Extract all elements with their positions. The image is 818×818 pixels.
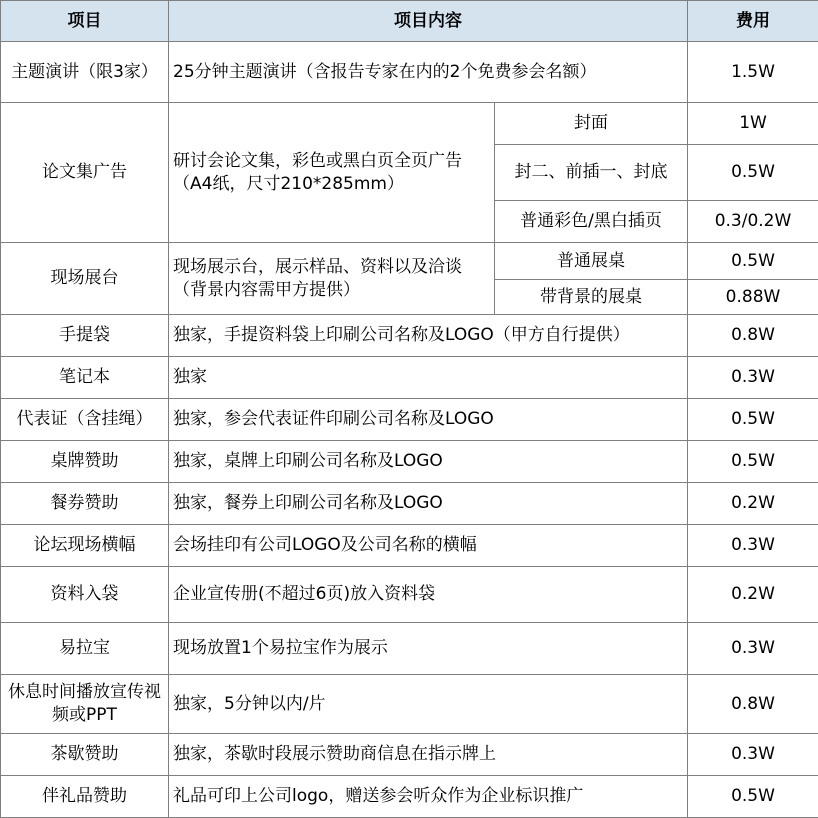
content-cell: 现场放置1个易拉宝作为展示 [169, 623, 688, 675]
item-cell: 餐券赞助 [1, 483, 169, 525]
fee-cell: 0.3W [688, 734, 818, 776]
content-cell: 礼品可印上公司logo，赠送参会听众作为企业标识推广 [169, 776, 688, 818]
item-cell: 易拉宝 [1, 623, 169, 675]
sub-option-cell: 普通彩色/黑白插页 [495, 201, 688, 243]
item-cell: 桌牌赞助 [1, 441, 169, 483]
item-cell: 手提袋 [1, 315, 169, 357]
item-cell: 资料入袋 [1, 567, 169, 623]
fee-cell: 0.3W [688, 623, 818, 675]
item-cell: 伴礼品赞助 [1, 776, 169, 818]
header-fee: 费用 [688, 1, 818, 42]
item-cell: 现场展台 [1, 243, 169, 315]
item-cell: 论坛现场横幅 [1, 525, 169, 567]
table-row [1, 525, 818, 567]
sub-option-cell: 封二、前插一、封底 [495, 145, 688, 201]
fee-cell: 0.8W [688, 315, 818, 357]
table-row [1, 103, 818, 145]
fee-cell: 1.5W [688, 42, 818, 103]
fee-cell: 0.5W [688, 776, 818, 818]
fee-cell: 0.3W [688, 525, 818, 567]
sub-option-cell: 封面 [495, 103, 688, 145]
table-row [1, 315, 818, 357]
fee-cell: 0.2W [688, 567, 818, 623]
item-cell: 休息时间播放宣传视频或PPT [1, 675, 169, 734]
table-row [1, 567, 818, 623]
content-cell: 独家，茶歇时段展示赞助商信息在指示牌上 [169, 734, 688, 776]
content-cell: 独家，手提资料袋上印刷公司名称及LOGO（甲方自行提供） [169, 315, 688, 357]
fee-cell: 0.3/0.2W [688, 201, 818, 243]
content-cell: 现场展示台，展示样品、资料以及洽谈（背景内容需甲方提供） [169, 243, 495, 315]
table-row [1, 776, 818, 818]
content-cell: 独家 [169, 357, 688, 399]
content-cell: 独家，5分钟以内/片 [169, 675, 688, 734]
fee-cell: 0.3W [688, 357, 818, 399]
item-cell: 代表证（含挂绳） [1, 399, 169, 441]
table-row [1, 734, 818, 776]
item-cell: 主题演讲（限3家） [1, 42, 169, 103]
content-cell: 研讨会论文集，彩色或黑白页全页广告（A4纸，尺寸210*285mm） [169, 103, 495, 243]
table-row [1, 42, 818, 103]
fee-cell: 0.8W [688, 675, 818, 734]
fee-cell: 0.2W [688, 483, 818, 525]
header-row [1, 1, 818, 42]
sub-option-cell: 普通展桌 [495, 243, 688, 280]
table-row [1, 623, 818, 675]
fee-cell: 0.88W [688, 280, 818, 315]
table-row [1, 399, 818, 441]
fee-cell: 0.5W [688, 441, 818, 483]
fee-cell: 1W [688, 103, 818, 145]
item-cell: 论文集广告 [1, 103, 169, 243]
table-row [1, 441, 818, 483]
table-row [1, 357, 818, 399]
item-cell: 茶歇赞助 [1, 734, 169, 776]
fee-cell: 0.5W [688, 145, 818, 201]
fee-cell: 0.5W [688, 243, 818, 280]
content-cell: 独家，餐券上印刷公司名称及LOGO [169, 483, 688, 525]
header-content: 项目内容 [169, 1, 688, 42]
table-row [1, 243, 818, 280]
table-row [1, 483, 818, 525]
content-cell: 会场挂印有公司LOGO及公司名称的横幅 [169, 525, 688, 567]
sub-option-cell: 带背景的展桌 [495, 280, 688, 315]
header-item: 项目 [1, 1, 169, 42]
item-cell: 笔记本 [1, 357, 169, 399]
content-cell: 企业宣传册(不超过6页)放入资料袋 [169, 567, 688, 623]
table-row [1, 675, 818, 734]
content-cell: 独家，参会代表证件印刷公司名称及LOGO [169, 399, 688, 441]
fee-cell: 0.5W [688, 399, 818, 441]
content-cell: 独家，桌牌上印刷公司名称及LOGO [169, 441, 688, 483]
content-cell: 25分钟主题演讲（含报告专家在内的2个免费参会名额） [169, 42, 688, 103]
